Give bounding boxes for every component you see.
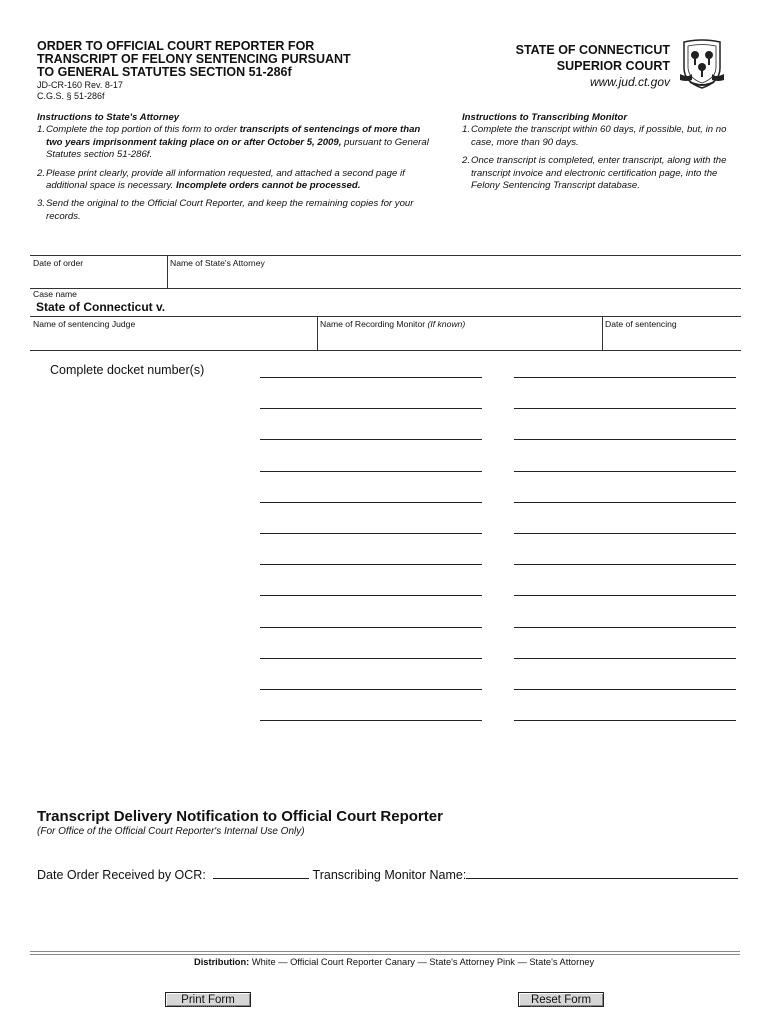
case-name-field[interactable] (30, 288, 740, 316)
states-attorney-label: Name of State's Attorney (170, 258, 265, 268)
recording-monitor-label (320, 319, 465, 329)
docket-number-input[interactable] (260, 658, 482, 659)
docket-number-input[interactable] (514, 658, 736, 659)
print-form-button[interactable] (165, 992, 251, 1007)
court-website: www.jud.ct.gov (589, 75, 670, 89)
instruction-monitor-1 (462, 124, 742, 149)
sentencing-judge-field[interactable] (30, 316, 317, 350)
docket-number-input[interactable] (514, 720, 736, 721)
date-received-input[interactable] (213, 865, 309, 879)
reset-form-label: Reset Form (530, 994, 592, 1006)
date-of-order-field[interactable] (30, 255, 167, 288)
docket-number-input[interactable] (260, 408, 482, 409)
date-of-sentencing-label: Date of sentencing (605, 319, 677, 329)
title-line-3: TO GENERAL STATUTES SECTION 51-286f (37, 65, 292, 79)
case-name-value: State of Connecticut v. (36, 300, 166, 314)
docket-number-input[interactable] (260, 377, 482, 378)
court-name: SUPERIOR COURT (556, 59, 670, 73)
docket-number-input[interactable] (260, 502, 482, 503)
docket-number-input[interactable] (260, 689, 482, 690)
case-name-label: Case name (33, 289, 77, 299)
instructions-attorney-heading: Instructions to State's Attorney (37, 112, 180, 123)
docket-number-input[interactable] (514, 502, 736, 503)
distribution-text: White — Official Court Reporter Canary — State's Attorney Pink — State's Attorney (249, 957, 595, 967)
instruction-attorney-1 (37, 124, 437, 161)
date-of-sentencing-field[interactable] (602, 316, 740, 350)
table-bottom-rule (30, 350, 741, 351)
instruction-text (46, 168, 437, 193)
distribution-line (194, 957, 594, 967)
ocr-received-row (37, 865, 738, 882)
instructions-monitor (462, 112, 742, 192)
distribution-rule (30, 951, 740, 952)
print-form-label: Print Form (181, 994, 235, 1006)
form-number-block (37, 80, 123, 102)
recording-monitor-hint: (If known) (427, 319, 466, 329)
instruction-text-part: pursuant to General Statutes section 51-286f. (46, 136, 429, 161)
instruction-text: Send the original to the Official Court Reporter, and keep the remaining copies for your records. (46, 198, 414, 222)
docket-number-input[interactable] (514, 377, 736, 378)
state-name: STATE OF CONNECTICUT (515, 43, 670, 57)
instructions-monitor-heading: Instructions to Transcribing Monitor (462, 112, 628, 123)
instruction-monitor-2 (462, 155, 742, 192)
title-line-2: TRANSCRIPT OF FELONY SENTENCING PURSUANT (37, 52, 351, 66)
docket-number-input[interactable] (514, 439, 736, 440)
docket-number-input[interactable] (260, 533, 482, 534)
instruction-text (46, 124, 437, 161)
docket-number-input[interactable] (260, 720, 482, 721)
docket-numbers-label: Complete docket number(s) (50, 363, 205, 377)
instruction-text-bold: Incomplete orders cannot be processed. (175, 180, 361, 192)
instruction-number: 1. (462, 124, 471, 136)
date-received-label: Date Order Received by OCR: (37, 868, 206, 882)
instruction-number: 2. (37, 167, 46, 179)
instruction-attorney-3 (37, 198, 437, 223)
notification-title: Transcript Delivery Notification to Official Court Reporter (37, 808, 443, 825)
instructions-attorney (37, 112, 437, 223)
instruction-text-part: Please print clearly, provide all information requested, and attached a second page if additional space is necessary. (46, 167, 405, 192)
statute-reference: C.G.S. § 51-286f (37, 91, 105, 101)
distribution-rule (30, 954, 740, 955)
instruction-number: 3. (37, 198, 46, 210)
transcribing-monitor-input[interactable] (466, 865, 738, 879)
docket-number-input[interactable] (514, 595, 736, 596)
form-number: JD-CR-160 Rev. 8-17 (37, 80, 123, 90)
docket-number-input[interactable] (514, 564, 736, 565)
docket-number-input[interactable] (260, 471, 482, 472)
recording-monitor-field[interactable] (317, 316, 602, 350)
instruction-number: 2. (462, 155, 471, 167)
instruction-text: Complete the transcript within 60 days, if possible, but, in no case, more than 90 days. (471, 124, 727, 148)
title-line-1: ORDER TO OFFICIAL COURT REPORTER FOR (37, 39, 315, 53)
docket-number-input[interactable] (514, 471, 736, 472)
docket-number-input[interactable] (260, 627, 482, 628)
reset-form-button[interactable] (518, 992, 604, 1007)
state-seal-icon (678, 38, 726, 90)
states-attorney-field[interactable] (167, 255, 740, 288)
instruction-text: Once transcript is completed, enter transcript, along with the transcript invoice and electronic certification page, into the Felony Sentencing Transcript database. (471, 155, 727, 192)
date-of-order-label: Date of order (33, 258, 84, 268)
docket-number-input[interactable] (514, 689, 736, 690)
court-heading (516, 42, 670, 90)
instruction-text-bold: transcripts of sentencings of more than two years imprisonment taking place on or after October 5, 2009, (46, 124, 421, 148)
docket-number-input[interactable] (260, 439, 482, 440)
transcribing-monitor-label: Transcribing Monitor Name: (312, 868, 467, 882)
instruction-number: 1. (37, 124, 46, 136)
notification-subtitle: (For Office of the Official Court Reporter's Internal Use Only) (37, 826, 305, 837)
docket-number-input[interactable] (260, 564, 482, 565)
docket-number-input[interactable] (260, 595, 482, 596)
instruction-attorney-2 (37, 168, 437, 193)
distribution-label: Distribution: (194, 957, 250, 967)
docket-number-input[interactable] (514, 408, 736, 409)
form-title (37, 40, 351, 79)
docket-number-input[interactable] (514, 627, 736, 628)
instruction-text-part: Complete the top portion of this form to order (46, 124, 240, 136)
sentencing-judge-label: Name of sentencing Judge (33, 319, 136, 329)
recording-monitor-label-text: Name of Recording Monitor (320, 319, 428, 329)
docket-number-input[interactable] (514, 533, 736, 534)
